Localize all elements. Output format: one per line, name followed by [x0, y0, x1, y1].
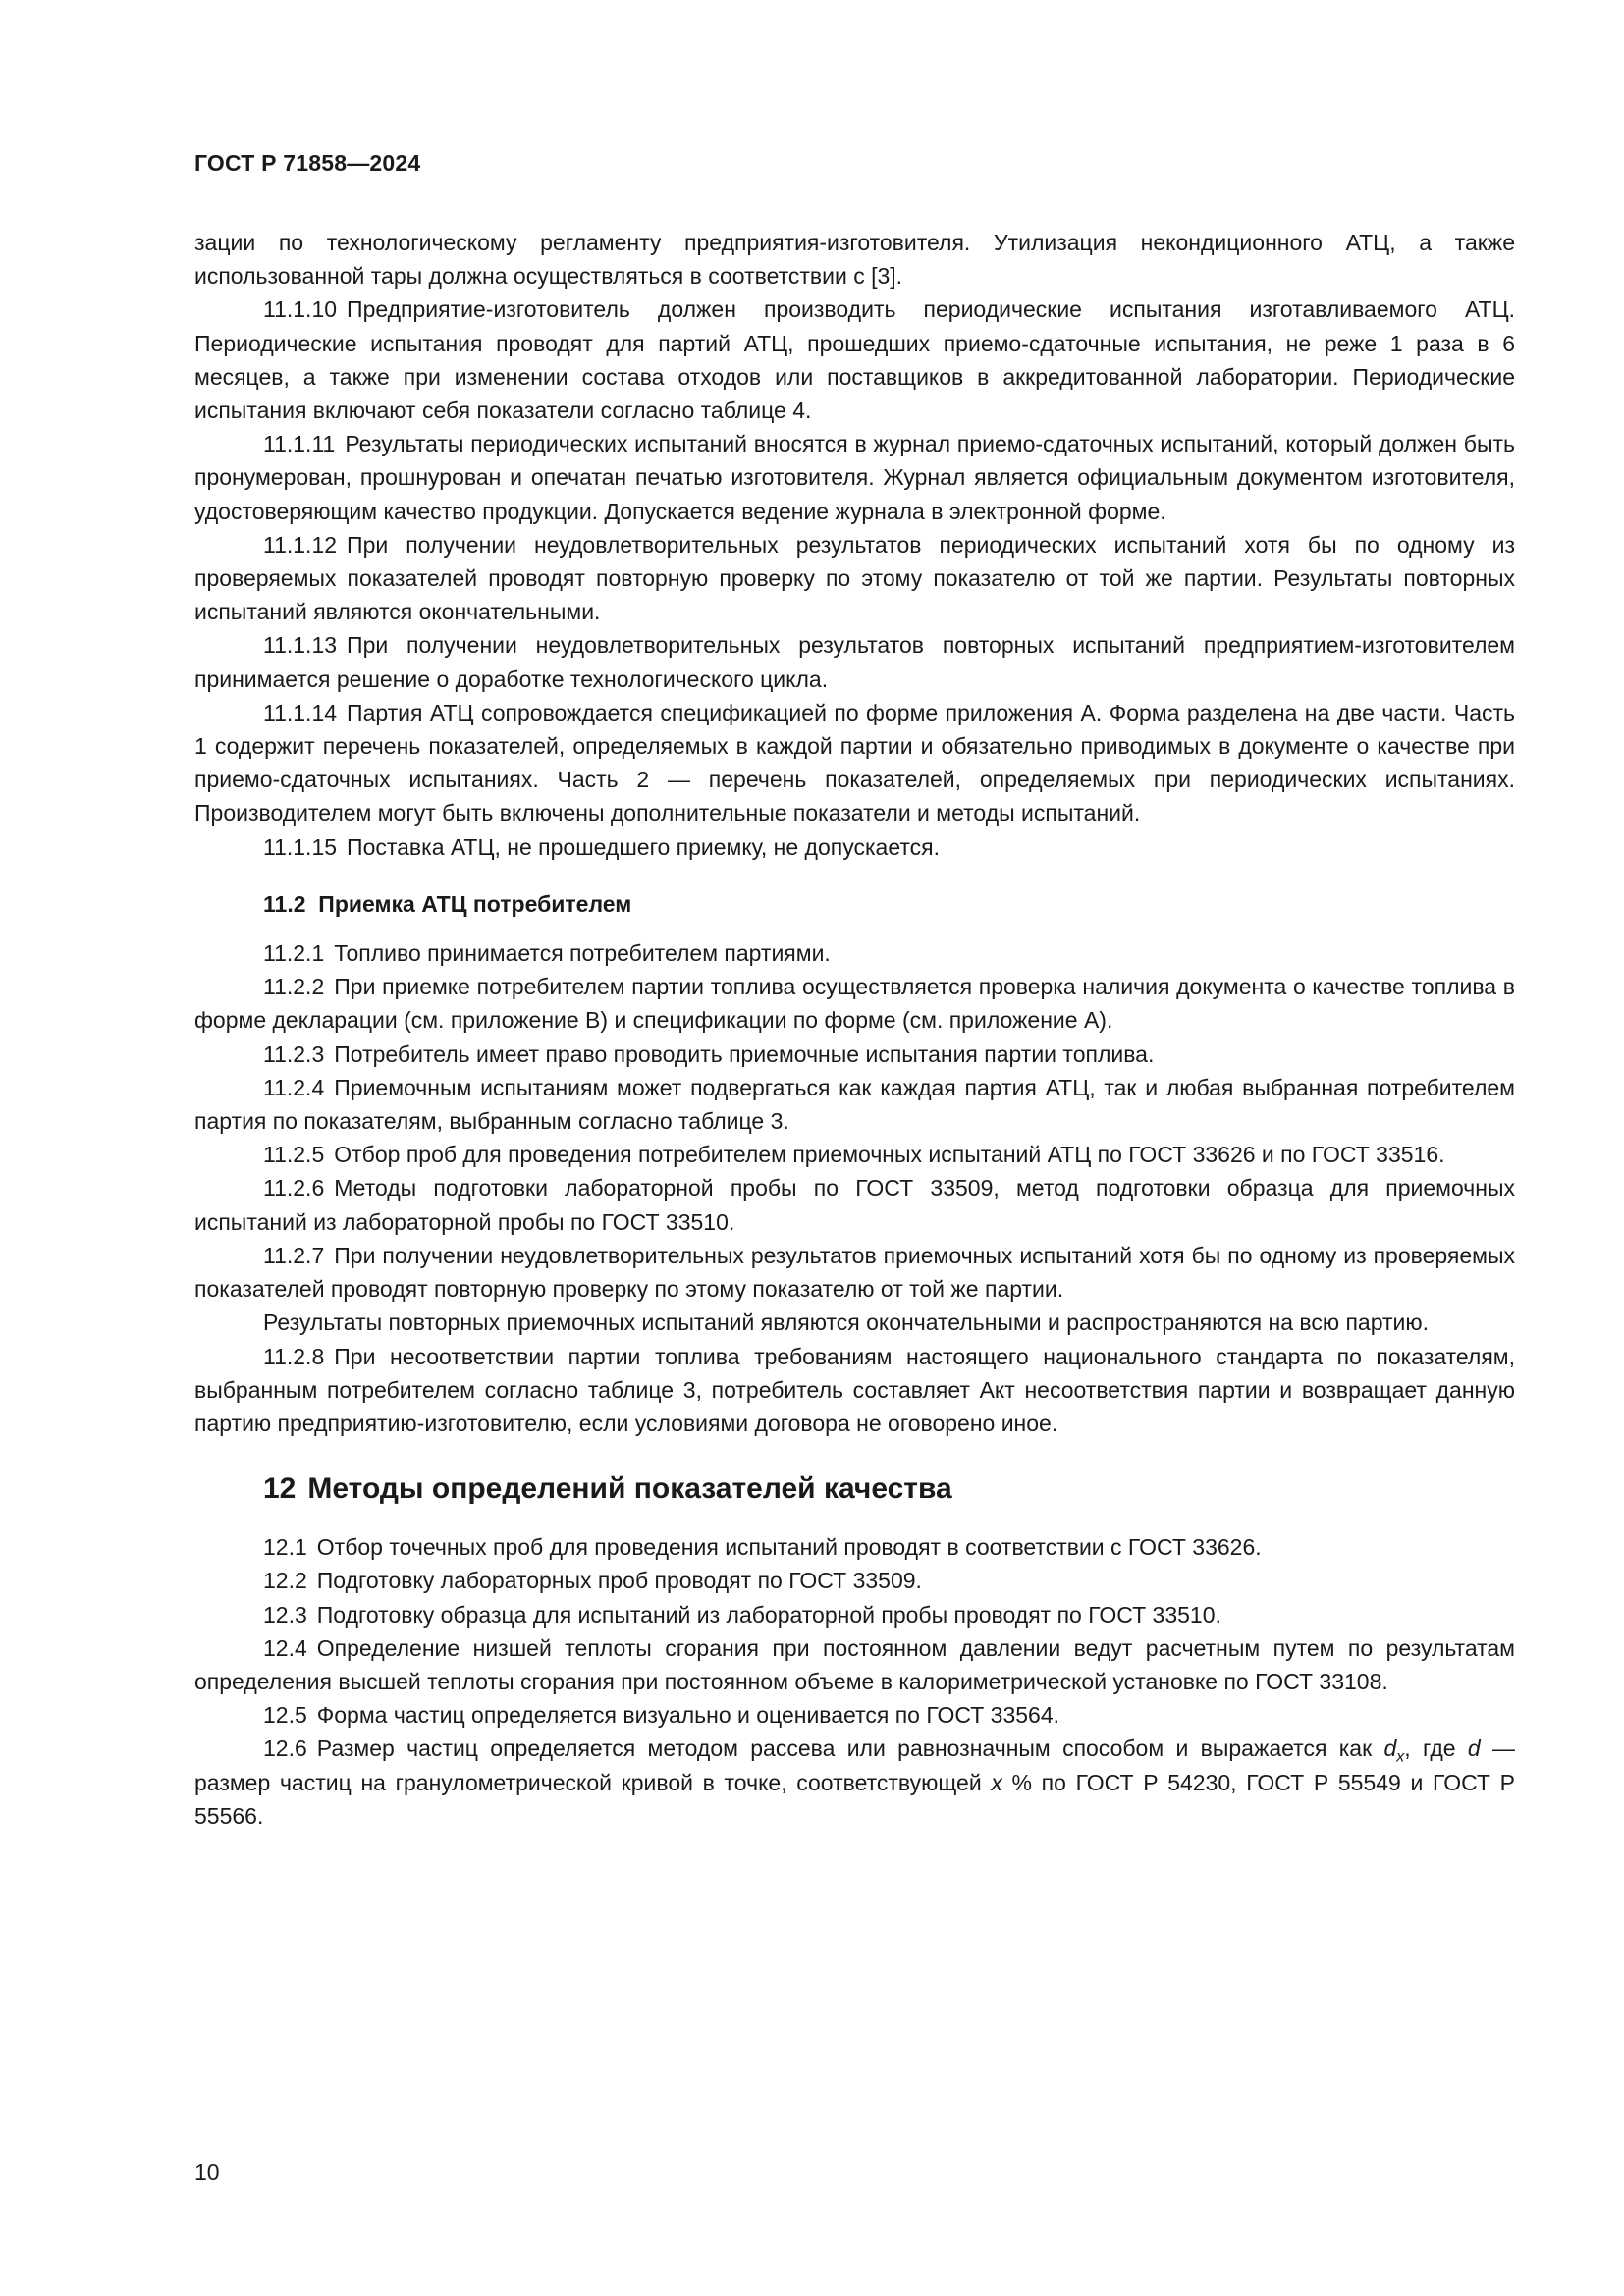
- variable-x: x: [991, 1769, 1002, 1795]
- paragraph: [194, 830, 1515, 864]
- paragraph: [194, 1598, 1515, 1631]
- paragraph-number: 11.2.7: [263, 1242, 325, 1268]
- paragraph-text-part: Размер частиц определяется методом рассева или равнозначным способом и выражается как: [316, 1735, 1384, 1762]
- section-11-1-continuation: [194, 226, 1515, 864]
- paragraph: [194, 970, 1515, 1037]
- paragraph-text: Отбор точечных проб для проведения испытаний проводят в соответствии с ГОСТ 33626.: [316, 1534, 1262, 1561]
- paragraph-number: 11.1.13: [263, 632, 338, 659]
- paragraph-number: 11.2.5: [263, 1142, 325, 1168]
- page-number: 10: [194, 2160, 220, 2185]
- document-body: [194, 226, 1515, 1833]
- paragraph: [194, 696, 1515, 830]
- section-title: Методы определений показателей качества: [307, 1472, 952, 1506]
- paragraph-text: Поставка АТЦ, не прошедшего приемку, не допускается.: [347, 833, 940, 860]
- paragraph-number: 11.1.10: [263, 296, 338, 323]
- paragraph-text: При получении неудовлетворительных результатов повторных испытаний предприятием-изготовителем принимается решение о доработке технологического цикла.: [194, 632, 1515, 692]
- paragraph-number: 11.2.8: [263, 1343, 325, 1369]
- paragraph: [194, 1138, 1515, 1171]
- paragraph-number: 12.2: [263, 1568, 307, 1594]
- paragraph: [194, 1340, 1515, 1441]
- paragraph-text: При получении неудовлетворительных результатов периодических испытаний хотя бы по одному из проверяемых показателей проводят повторную проверку по этому показателю от той же партии. Результаты повторных испытаний являются окончательными.: [194, 531, 1515, 625]
- paragraph: [194, 628, 1515, 695]
- section-11-2-paragraphs: [194, 936, 1515, 1440]
- paragraph-text: Топливо принимается потребителем партиями.: [334, 940, 831, 967]
- paragraph-number: 11.1.11: [263, 431, 336, 457]
- paragraph-number: 12.6: [263, 1735, 307, 1762]
- paragraph: [194, 1698, 1515, 1732]
- paragraph-text: При получении неудовлетворительных результатов приемочных испытаний хотя бы по одному из проверяемых показателей проводят повторную проверку по этому показателю от той же партии.: [194, 1242, 1515, 1303]
- paragraph-text: При несоответствии партии топлива требованиям настоящего национального стандарта по показателям, выбранным потребителем согласно таблице 3, потребитель составляет Акт несоответствия партии и возвращает данную партию предприятию-изготовителю, если условиями договора не оговорено иное.: [194, 1343, 1515, 1436]
- paragraph: [194, 1306, 1515, 1339]
- paragraph-text: Потребитель имеет право проводить приемочные испытания партии топлива.: [334, 1041, 1155, 1067]
- paragraph: [194, 1239, 1515, 1306]
- section-number: 12: [263, 1472, 297, 1506]
- paragraph-text: Партия АТЦ сопровождается спецификацией по форме приложения А. Форма разделена на две части. Часть 1 содержит перечень показателей, определяемых в каждой партии и обязательно приводимых в документе о качестве при приемо-сдаточных испытаниях. Часть 2 — перечень показателей, определяемых при периодических испытаниях. Производителем могут быть включены дополнительные показатели и методы испытаний.: [194, 699, 1515, 827]
- paragraph-text: зации по технологическому регламенту предприятия-изготовителя. Утилизация некондиционного АТЦ, а также использованной тары должна осуществляться в соответствии с [3].: [194, 230, 1515, 290]
- paragraph-number: 11.2.4: [263, 1074, 325, 1100]
- paragraph-number: 11.1.12: [263, 531, 338, 558]
- paragraph: [194, 1038, 1515, 1071]
- subscript-x: x: [1396, 1748, 1405, 1766]
- subsection-title: Приемка АТЦ потребителем: [318, 890, 632, 917]
- paragraph-text: Приемочным испытаниям может подвергаться как каждая партия АТЦ, так и любая выбранная потребителем партия по показателям, выбранным согласно таблице 3.: [194, 1074, 1515, 1135]
- paragraph: [194, 427, 1515, 528]
- paragraph-number: 11.2.1: [263, 940, 325, 967]
- paragraph-number: 11.2.3: [263, 1041, 325, 1067]
- section-12-paragraphs: [194, 1530, 1515, 1732]
- paragraph: [194, 936, 1515, 970]
- subsection-heading-11-2: [194, 887, 1515, 921]
- paragraph: [194, 1171, 1515, 1238]
- page-header-standard-id: ГОСТ Р 71858—2024: [194, 150, 421, 176]
- paragraph-text-part: % по ГОСТ Р 54230, ГОСТ Р 55549 и ГОСТ Р 55566.: [194, 1769, 1515, 1829]
- paragraph: [194, 226, 1515, 293]
- paragraph-number: 12.5: [263, 1702, 307, 1729]
- paragraph: [194, 528, 1515, 629]
- subsection-number: 11.2: [263, 890, 306, 917]
- paragraph-number: 11.2.2: [263, 974, 325, 1000]
- paragraph-number: 11.1.15: [263, 833, 338, 860]
- paragraph-number: 11.1.14: [263, 699, 338, 725]
- paragraph: [194, 1631, 1515, 1698]
- paragraph: [194, 293, 1515, 427]
- paragraph-text: Результаты периодических испытаний вносятся в журнал приемо-сдаточных испытаний, который должен быть пронумерован, прошнурован и опечатан печатью изготовителя. Журнал является официальным документом изготовителя, удостоверяющим качество продукции. Допускается ведение журнала в электронной форме.: [194, 431, 1515, 524]
- variable-d: d: [1383, 1735, 1397, 1762]
- paragraph: [194, 1071, 1515, 1138]
- paragraph-number: 11.2.6: [263, 1175, 325, 1201]
- section-heading-12: [194, 1469, 1515, 1509]
- paragraph-text: Предприятие-изготовитель должен производить периодические испытания изготавливаемого АТЦ. Периодические испытания проводят для партий АТЦ, прошедших приемо-сдаточные испытания, не реже 1 раза в 6 месяцев, а также при изменении состава отходов или поставщиков в аккредитованной лаборатории. Периодические испытания включают себя показатели согласно таблице 4.: [194, 296, 1515, 424]
- paragraph: [194, 1564, 1515, 1597]
- paragraph-text: Форма частиц определяется визуально и оценивается по ГОСТ 33564.: [316, 1702, 1060, 1729]
- paragraph-text-part: — размер частиц на гранулометрической кривой в точке, соответствующей: [194, 1735, 1515, 1795]
- paragraph-text: Определение низшей теплоты сгорания при постоянном давлении ведут расчетным путем по результатам определения высшей теплоты сгорания при постоянном объеме в калориметрической установке по ГОСТ 33108.: [194, 1634, 1515, 1694]
- variable-d: d: [1467, 1735, 1481, 1762]
- paragraph-number: 12.4: [263, 1634, 307, 1661]
- paragraph-text: Результаты повторных приемочных испытаний являются окончательными и распространяются на всю партию.: [263, 1309, 1430, 1336]
- paragraph-number: 12.3: [263, 1601, 307, 1628]
- paragraph: [194, 1530, 1515, 1564]
- paragraph-text: При приемке потребителем партии топлива осуществляется проверка наличия документа о качестве топлива в форме декларации (см. приложение В) и спецификации по форме (см. приложение А).: [194, 974, 1515, 1034]
- paragraph-text: Подготовку образца для испытаний из лабораторной пробы проводят по ГОСТ 33510.: [316, 1601, 1221, 1628]
- paragraph-text: Подготовку лабораторных проб проводят по ГОСТ 33509.: [316, 1568, 922, 1594]
- paragraph-number: 12.1: [263, 1534, 307, 1561]
- paragraph-text: Отбор проб для проведения потребителем приемочных испытаний АТЦ по ГОСТ 33626 и по ГОСТ 33516.: [334, 1142, 1445, 1168]
- paragraph-text-part: , где: [1404, 1735, 1468, 1762]
- paragraph-text: Методы подготовки лабораторной пробы по ГОСТ 33509, метод подготовки образца для приемочных испытаний из лабораторной пробы по ГОСТ 33510.: [194, 1175, 1515, 1235]
- paragraph-12-6: [194, 1732, 1515, 1833]
